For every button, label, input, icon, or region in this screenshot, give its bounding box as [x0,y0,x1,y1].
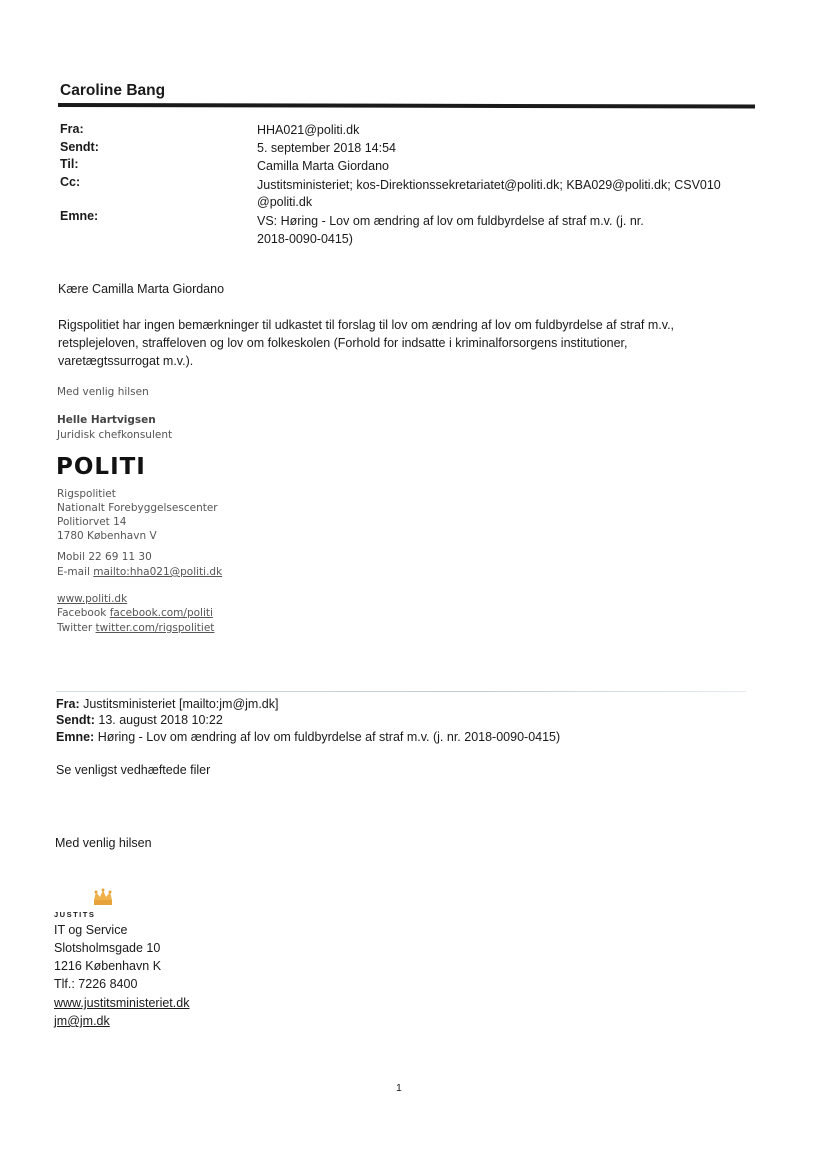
forwarded-from-value: Justitsministeriet [mailto:jm@jm.dk] [83,697,279,711]
twitter-row [57,622,214,634]
greeting: Kære Camilla Marta Giordano [58,282,225,296]
forwarded-body: Se venligst vedhæftede filer [56,763,211,777]
sent-value: 5. september 2018 14:54 [257,141,396,155]
forwarded-subject-row [56,730,560,744]
facebook-link[interactable]: facebook.com/politi [109,607,213,619]
signature-email-row [57,566,222,578]
mailbox-owner-name: Caroline Bang [60,82,166,99]
forwarded-sent-label: Sendt: [56,713,95,727]
facebook-row [57,607,213,619]
email-label: E-mail [57,566,90,578]
signature-dept: Nationalt Forebyggelsescenter [57,502,218,514]
subject-value-line1: VS: Høring - Lov om ændring af lov om fuldbyrdelse af straf m.v. (j. nr. [257,214,644,228]
politi-logo: POLITI [56,454,146,480]
forwarded-from-label: Fra: [56,697,80,711]
header-rule [58,103,755,108]
forwarded-sent-value: 13. august 2018 10:22 [98,713,223,727]
body-paragraph-line3: varetægtssurrogat m.v.). [58,354,194,368]
signature-title: Juridisk chefkonsulent [57,429,173,441]
forwarded-subject-value: Høring - Lov om ændring af lov om fuldbyrdelse af straf m.v. (j. nr. 2018-0090-0415) [97,730,561,744]
page-number: 1 [396,1082,402,1094]
jm-website-link[interactable]: www.justitsministeriet.dk [54,996,190,1010]
forwarded-sent-row [56,713,223,727]
from-label: Fra: [60,122,84,136]
jm-phone: Tlf.: 7226 8400 [54,977,138,991]
twitter-link[interactable]: twitter.com/rigspolitiet [95,622,215,634]
jm-city: 1216 København K [54,959,162,973]
signature-org: Rigspolitiet [57,488,116,500]
forwarded-subject-label: Emne: [56,730,95,744]
twitter-label: Twitter [57,622,93,634]
website-link[interactable]: www.politi.dk [57,593,128,605]
facebook-label: Facebook [57,607,107,619]
sent-label: Sendt: [60,140,99,154]
signature-mobile: Mobil 22 69 11 30 [57,551,152,563]
cc-value-line1: Justitsministeriet; kos-Direktionssekretariatet@politi.dk; KBA029@politi.dk; CSV010 [257,178,721,192]
crown-icon [92,888,114,911]
cc-label: Cc: [60,175,81,189]
to-label: Til: [60,157,79,171]
signature-closing: Med venlig hilsen [57,386,149,398]
body-paragraph-line1: Rigspolitiet har ingen bemærkninger til udkastet til forslag til lov om ændring af lov om fuldbyrdelse af straf m.v., [58,318,675,332]
signature-street: Politiorvet 14 [57,516,127,528]
subject-label: Emne: [60,209,99,223]
cc-value-line2: @politi.dk [257,195,313,209]
to-value: Camilla Marta Giordano [257,159,389,173]
justits-logo-label: JUSTITS [54,910,96,919]
jm-dept: IT og Service [54,923,128,937]
signature-name: Helle Hartvigsen [57,414,156,426]
jm-street: Slotsholmsgade 10 [54,941,161,955]
forward-separator [56,691,746,692]
body-paragraph-line2: retsplejeloven, straffeloven og lov om folkeskolen (Forhold for indsatte i kriminalforsorgens institutioner, [58,336,628,350]
forwarded-from-row [56,697,278,711]
from-value: HHA021@politi.dk [257,123,360,137]
email-link[interactable]: mailto:hha021@politi.dk [93,566,223,578]
signature-city: 1780 København V [57,530,157,542]
forwarded-closing: Med venlig hilsen [55,836,152,850]
subject-value-line2: 2018-0090-0415) [257,232,353,246]
jm-email-link[interactable]: jm@jm.dk [54,1014,110,1028]
